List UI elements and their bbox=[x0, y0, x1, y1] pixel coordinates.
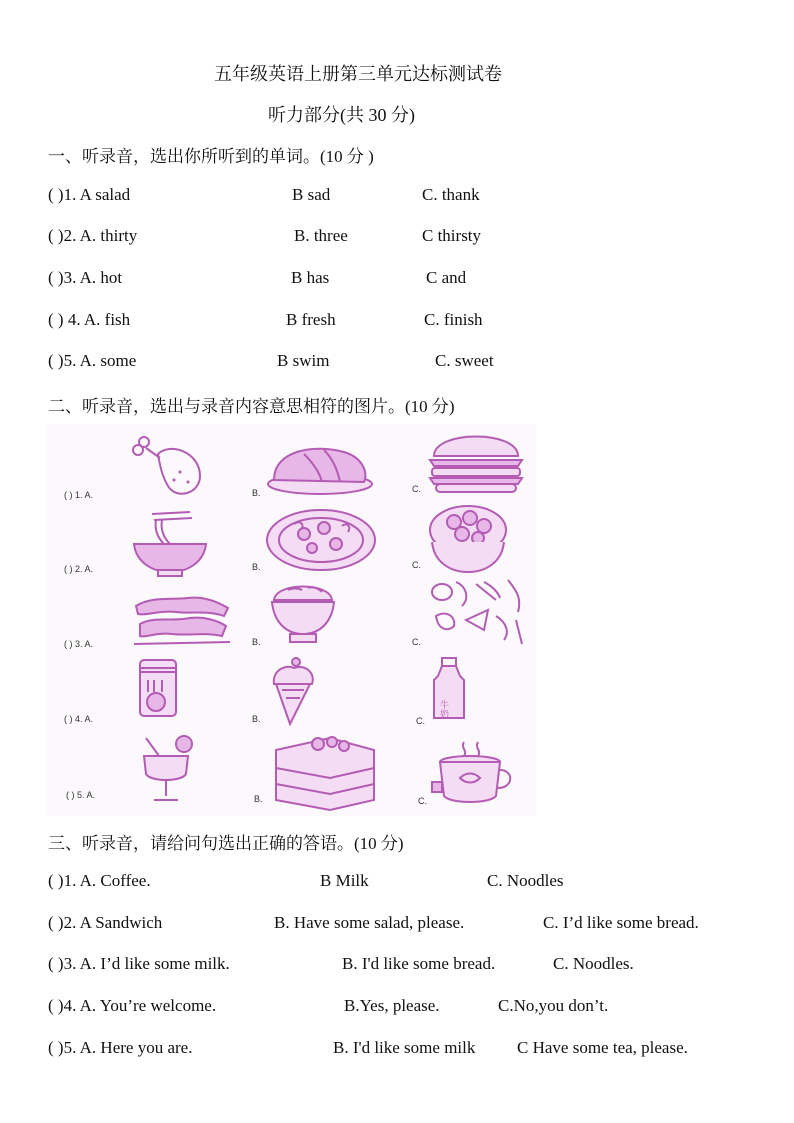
s3-q5-a: ( )5. A. Here you are. bbox=[48, 1038, 193, 1057]
row3-c-label: C. bbox=[412, 637, 421, 647]
s1-q5-b: B swim bbox=[277, 351, 330, 370]
s1-q2-a: ( )2. A. thirty bbox=[48, 226, 138, 245]
s1-q4-c: C. finish bbox=[424, 310, 483, 329]
cocktail-glass-icon bbox=[136, 734, 202, 804]
s3-q5-c: C Have some tea, please. bbox=[517, 1038, 688, 1057]
s1-q1-a: ( )1. A salad bbox=[48, 185, 131, 204]
s1-q3-a: ( )3. A. hot bbox=[48, 268, 123, 287]
milk-bottle-icon bbox=[430, 656, 470, 722]
s1-q2-c: C thirsty bbox=[422, 226, 482, 245]
s3-q3-b: B. I'd like some bread. bbox=[342, 954, 496, 973]
row3-label: ( ) 3. A. bbox=[64, 639, 94, 649]
picture-panel bbox=[46, 424, 536, 816]
row5-label: ( ) 5. A. bbox=[66, 790, 96, 800]
s1-q3-b: B has bbox=[291, 268, 330, 287]
s3-q2-a: ( )2. A Sandwich bbox=[48, 913, 163, 932]
s3-q1-a: ( )1. A. Coffee. bbox=[48, 871, 151, 890]
kebabs-icon bbox=[132, 594, 232, 650]
s3-q4-a: ( )4. A. You’re welcome. bbox=[48, 996, 217, 1015]
row3-b-label: B. bbox=[252, 637, 261, 647]
row1-label: ( ) 1. A. bbox=[64, 490, 94, 500]
s3-q1-c: C. Noodles bbox=[487, 871, 564, 890]
s1-q5-a: ( )5. A. some bbox=[48, 351, 137, 370]
chicken-leg-icon bbox=[130, 432, 210, 502]
row2-c-label: C. bbox=[412, 560, 421, 570]
s3-q4-b: B.Yes, please. bbox=[344, 996, 440, 1015]
noodles-icon bbox=[130, 510, 210, 578]
milk-bottle-text: 牛奶 bbox=[438, 700, 448, 718]
row4-label: ( ) 4. A. bbox=[64, 714, 94, 724]
s1-q4-b: B fresh bbox=[286, 310, 336, 329]
rice-bowl-icon bbox=[268, 578, 338, 648]
s3-q2-b: B. Have some salad, please. bbox=[274, 913, 465, 932]
s3-q1-b: B Milk bbox=[320, 871, 369, 890]
juice-can-icon bbox=[136, 656, 182, 720]
row5-b-label: B. bbox=[254, 794, 263, 804]
s1-q4-a: ( ) 4. A. fish bbox=[48, 310, 131, 329]
ice-cream-icon bbox=[268, 656, 318, 726]
section1-heading: 一、听录音，选出你所听到的单词。(10 分 ) bbox=[48, 147, 374, 166]
hamburger-icon bbox=[426, 426, 526, 494]
row1-c-label: C. bbox=[412, 484, 421, 494]
row1-b-label: B. bbox=[252, 488, 261, 498]
page-title: 五年级英语上册第三单元达标测试卷 bbox=[214, 64, 502, 84]
s3-q5-b: B. I'd like some milk bbox=[333, 1038, 476, 1057]
row2-b-label: B. bbox=[252, 562, 261, 572]
page-subtitle: 听力部分(共 30 分) bbox=[268, 105, 415, 125]
s3-q3-c: C. Noodles. bbox=[553, 954, 634, 973]
row4-c-label: C. bbox=[416, 716, 425, 726]
row4-b-label: B. bbox=[252, 714, 261, 724]
s1-q1-c: C. thank bbox=[422, 185, 480, 204]
vegetables-icon bbox=[426, 576, 530, 648]
bread-icon bbox=[264, 440, 376, 496]
dumplings-bowl-icon bbox=[426, 502, 510, 576]
s1-q2-b: B. three bbox=[294, 226, 348, 245]
s3-q3-a: ( )3. A. I’d like some milk. bbox=[48, 954, 230, 973]
s3-q2-c: C. I’d like some bread. bbox=[543, 913, 699, 932]
salad-icon bbox=[264, 504, 378, 574]
s3-q4-c: C.No,you don’t. bbox=[498, 996, 609, 1015]
row2-label: ( ) 2. A. bbox=[64, 564, 94, 574]
tea-cup-icon bbox=[430, 738, 516, 808]
s1-q5-c: C. sweet bbox=[435, 351, 494, 370]
section3-heading: 三、听录音，请给问句选出正确的答语。(10 分) bbox=[48, 834, 404, 853]
s1-q1-b: B sad bbox=[292, 185, 331, 204]
row5-c-label: C. bbox=[418, 796, 427, 806]
section2-heading: 二、听录音，选出与录音内容意思相符的图片。(10 分) bbox=[48, 397, 455, 416]
cake-icon bbox=[270, 730, 382, 812]
s1-q3-c: C and bbox=[426, 268, 467, 287]
